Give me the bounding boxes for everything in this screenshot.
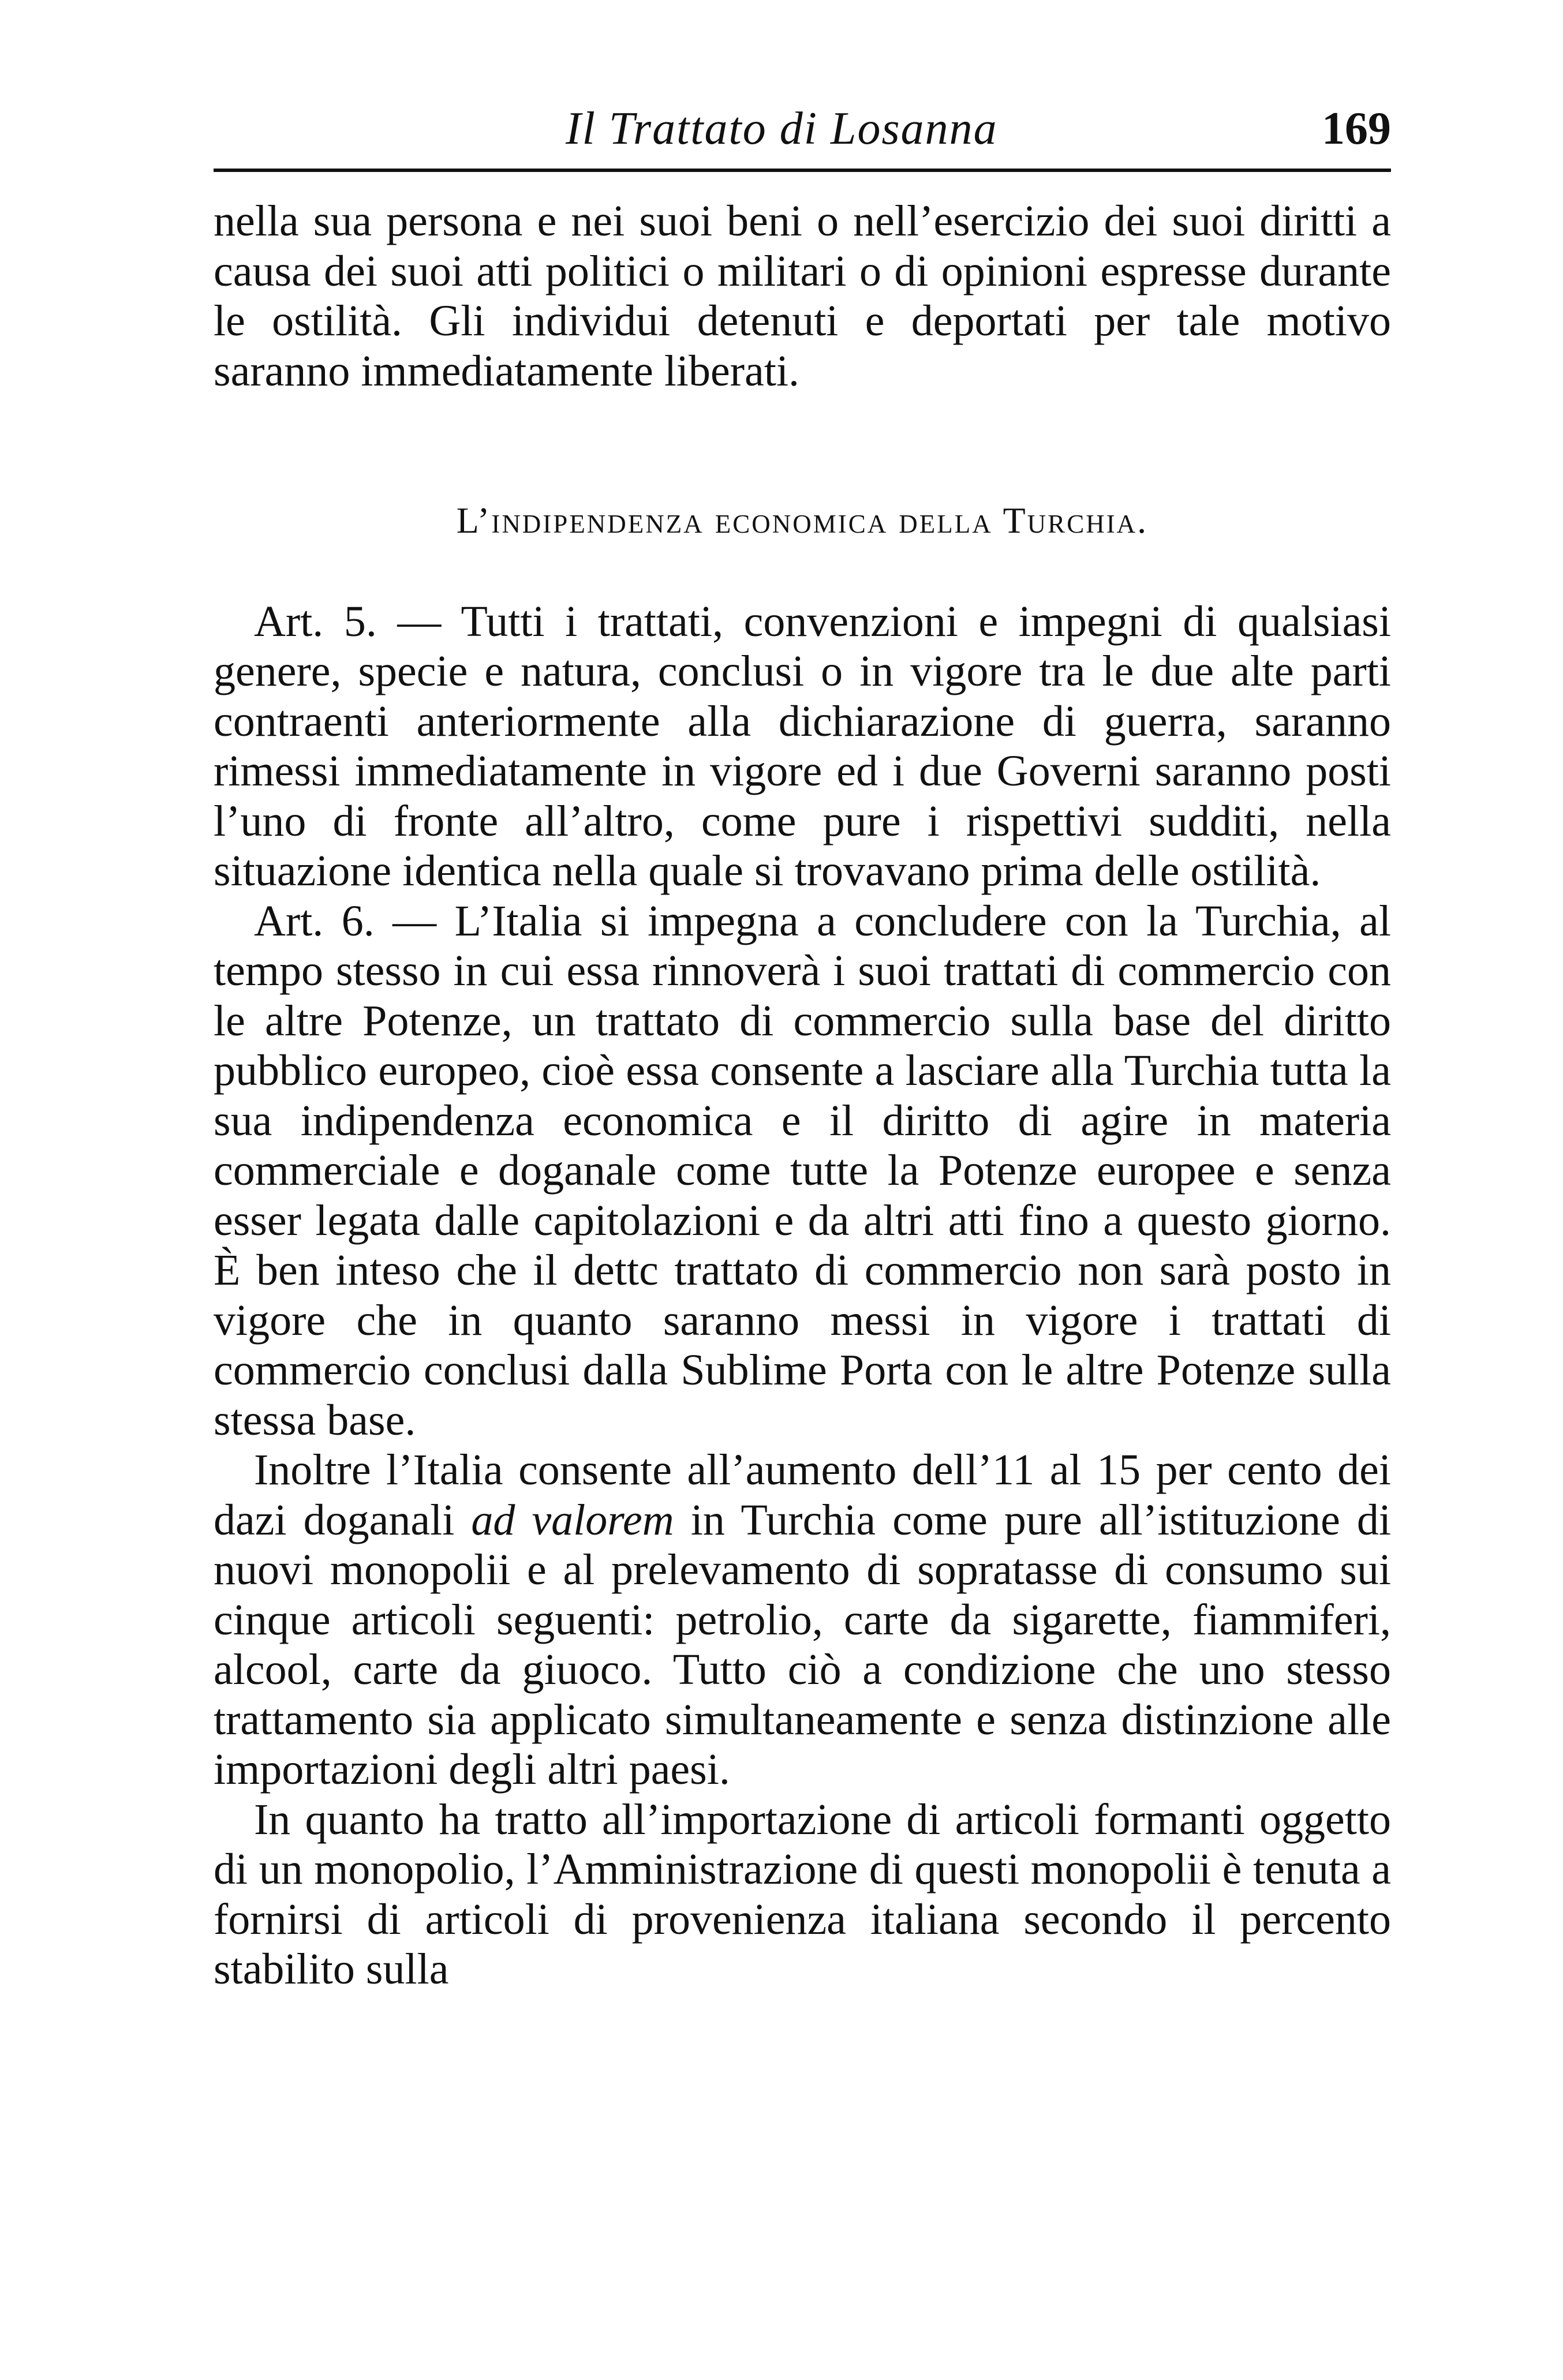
inoltre-paragraph [214, 1445, 1391, 1795]
page-number: 169 [1322, 103, 1391, 154]
article-5-paragraph: Art. 5. — Tutti i trattati, convenzioni e impegni di qualsiasi genere, specie e natura, conclusi o in vigore tra le due alte parti contraenti anteriormente alla dichiarazione di guerra, saranno rimessi immediatamente in vigore ed i due Governi saranno posti l’uno di fronte all’altro, come pure i rispettivi sudditi, nella situazione identica nella quale si trovavano prima delle ostilità. [214, 597, 1391, 895]
inoltre-text-after: in Turchia come pure all’istituzione di nuovi monopolii e al prelevamento di sopratasse di consumo sui cinque articoli seguenti: petrolio, carte da sigarette, fiammiferi, alcool, carte da giuoco. Tutto ciò a condizione che uno stesso trattamento sia applicato simultaneamente e senza distinzione alle importazioni degli altri paesi. [214, 1495, 1392, 1794]
page-header [214, 97, 1391, 166]
inoltre-text-before: Inoltre l’Italia consente all’aumento dell’11 al 15 per cento dei dazi doganali [214, 1446, 1391, 1544]
latin-phrase: ad valorem [471, 1495, 674, 1544]
section-heading: L’indipendenza economica della Turchia. [456, 500, 1149, 541]
paragraph-continuation: nella sua persona e nei suoi beni o nell’esercizio dei suoi diritti a causa dei suoi atti politici o militari o di opinioni espresse durante le ostilità. Gli individui detenuti e deportati per tale motivo saranno immediatamente liberati. [214, 197, 1391, 395]
page-body [214, 196, 1391, 1994]
running-title: Il Trattato di Losanna [566, 103, 998, 154]
article-6-paragraph: Art. 6. — L’Italia si impegna a concludere con la Turchia, al tempo stesso in cui essa rinnoverà i suoi trattati di commercio con le altre Potenze, un trattato di commercio sulla base del diritto pubblico europeo, cioè essa consente a lasciare alla Turchia tutta la sua indipendenza economica e il diritto di agire in materia commerciale e doganale come tutte la Potenze europee e senza esser legata dalle capitolazioni e da altri atti fino a questo giorno. È ben inteso che il dettc trattato di commercio non sarà posto in vigore che in quanto saranno messi in vigore i trattati di commercio conclusi dalla Sublime Porta con le altre Potenze sulla stessa base. [214, 896, 1391, 1445]
importazione-paragraph: In quanto ha tratto all’importazione di articoli formanti oggetto di un monopolio, l’Amministrazione di questi monopolii è tenuta a fornirsi di articoli di provenienza italiana secondo il percento stabilito sulla [214, 1795, 1391, 1993]
header-rule [214, 169, 1391, 172]
